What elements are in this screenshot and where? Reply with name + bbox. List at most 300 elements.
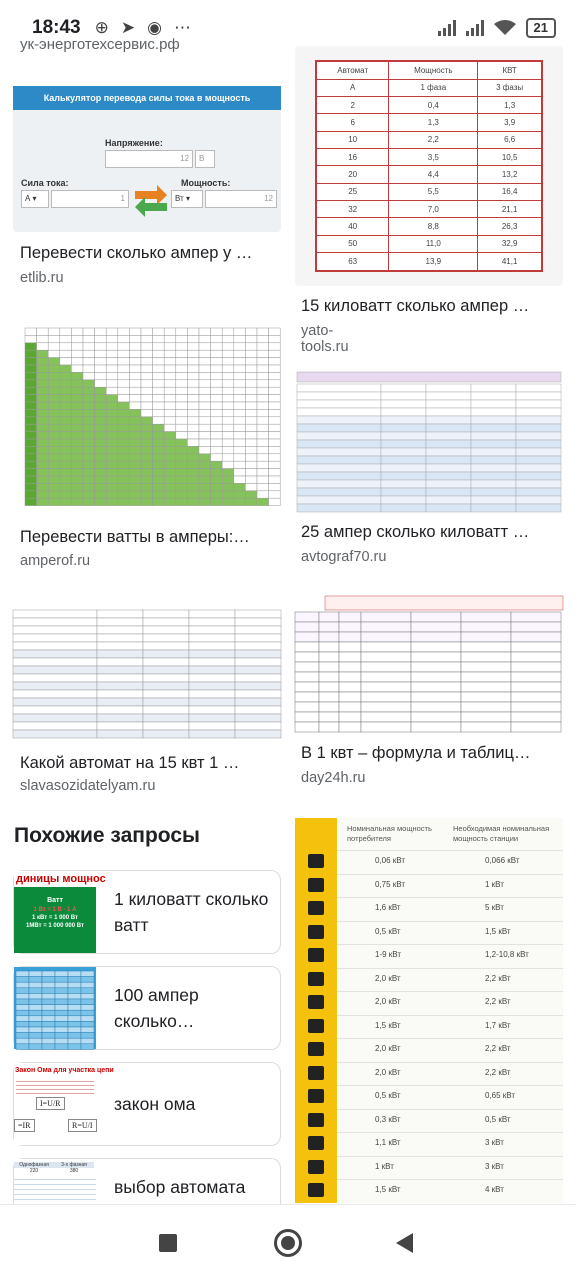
- result-title[interactable]: Перевести сколько ампер у …: [20, 244, 253, 262]
- grid-cell: [426, 456, 471, 464]
- grid-cell: [426, 472, 471, 480]
- grid-cell: [129, 328, 141, 335]
- grid-cell: [426, 432, 471, 440]
- grid-cell: [234, 446, 246, 453]
- grid-cell: [164, 469, 176, 476]
- grid-cell: [295, 712, 319, 722]
- grid-cell: [222, 476, 234, 483]
- grid-cell: [189, 722, 235, 730]
- grid-cell: [189, 730, 235, 738]
- grid-cell: [25, 328, 37, 335]
- grid-cell: [381, 432, 426, 440]
- grid-cell: [187, 483, 199, 490]
- consumer-power: 1 кВт: [375, 1161, 394, 1171]
- grid-cell: [245, 439, 257, 446]
- thumb-text: 1 Вт = 1 В · 1 А: [33, 907, 77, 913]
- grid-cell: [83, 483, 95, 490]
- grid-cell: [257, 409, 269, 416]
- consumer-power: 0,3 кВт: [375, 1114, 401, 1124]
- grid-cell: [297, 384, 381, 392]
- grid-cell: [461, 652, 511, 662]
- grid-cell: [295, 662, 319, 672]
- grid-cell: [211, 491, 223, 498]
- result-thumbnail[interactable]: [13, 86, 281, 232]
- grid-cell: [25, 439, 37, 446]
- grid-cell: [199, 476, 211, 483]
- grid-cell: [97, 714, 143, 722]
- grid-cell: [106, 476, 118, 483]
- grid-cell: [471, 472, 516, 480]
- grid-cell: [461, 632, 511, 642]
- grid-cell: [199, 491, 211, 498]
- thumb-text: 3-х фазная: [54, 1162, 94, 1168]
- grid-cell: [71, 461, 83, 468]
- grid-cell: [37, 461, 49, 468]
- grid-cell: [55, 988, 68, 994]
- related-label[interactable]: 1 киловатт сколько ватт: [114, 889, 269, 935]
- grid-cell: [211, 328, 223, 335]
- row-divider: [337, 968, 563, 969]
- grid-cell: [118, 350, 130, 357]
- grid-cell: [153, 461, 165, 468]
- grid-cell: [71, 454, 83, 461]
- grid-cell: [176, 498, 188, 505]
- grid-cell: [48, 491, 60, 498]
- grid-cell: [68, 1016, 81, 1022]
- grid-cell: [235, 666, 281, 674]
- grid-cell: [48, 387, 60, 394]
- station-power: 3 кВт: [485, 1138, 504, 1147]
- grid-cell: [319, 622, 339, 632]
- grid-cell: [16, 1010, 29, 1016]
- grid-cell: [42, 1010, 55, 1016]
- related-label[interactable]: 100 ампер сколько…: [114, 985, 199, 1031]
- grid-cell: [71, 446, 83, 453]
- grid-cell: [29, 971, 42, 977]
- table-cell: 32: [316, 201, 389, 218]
- grid-cell: [297, 456, 381, 464]
- grid-cell: [176, 372, 188, 379]
- grid-cell: [199, 387, 211, 394]
- grid-cell: [37, 387, 49, 394]
- grid-cell: [245, 358, 257, 365]
- grid-cell: [339, 632, 361, 642]
- add-circle-icon: ⊕: [94, 18, 109, 37]
- grid-cell: [269, 476, 281, 483]
- grid-cell: [97, 722, 143, 730]
- grid-cell: [37, 432, 49, 439]
- grid-cell: [25, 476, 37, 483]
- grid-cell: [48, 461, 60, 468]
- grid-cell: [234, 454, 246, 461]
- grid-cell: [141, 350, 153, 357]
- grid-cell: [176, 358, 188, 365]
- grid-cell: [83, 328, 95, 335]
- grid-cell: [71, 483, 83, 490]
- status-time: 18:43: [32, 17, 81, 38]
- grid-cell: [222, 409, 234, 416]
- grid-cell: [143, 642, 189, 650]
- grid-cell: [42, 993, 55, 999]
- grid-cell: [143, 626, 189, 634]
- grid-cell: [189, 626, 235, 634]
- grid-cell: [42, 999, 55, 1005]
- grid-cell: [97, 706, 143, 714]
- grid-cell: [106, 483, 118, 490]
- grid-cell: [42, 977, 55, 983]
- grid-cell: [339, 722, 361, 732]
- grid-cell: [81, 1005, 94, 1011]
- grid-cell: [511, 702, 561, 712]
- result-thumbnail[interactable]: [295, 818, 563, 1203]
- grid-cell: [55, 1010, 68, 1016]
- grid-cell: [97, 610, 143, 618]
- grid-cell: [129, 380, 141, 387]
- grid-cell: [245, 387, 257, 394]
- station-power: 0,066 кВт: [485, 856, 520, 865]
- grid-cell: [381, 408, 426, 416]
- related-item[interactable]: [13, 870, 281, 954]
- grid-cell: [199, 402, 211, 409]
- grid-cell: [29, 1021, 42, 1027]
- grid-cell: [222, 402, 234, 409]
- grid-cell: [48, 380, 60, 387]
- table-cell: 25: [316, 183, 389, 200]
- grid-cell: [339, 692, 361, 702]
- grid-cell: [81, 1033, 94, 1039]
- more-dots-icon: ⋯: [173, 18, 191, 37]
- grid-cell: [83, 409, 95, 416]
- row-divider: [337, 921, 563, 922]
- grid-cell: [269, 461, 281, 468]
- grid-cell: [245, 372, 257, 379]
- consumer-power: 1,5 кВт: [375, 1185, 401, 1194]
- grid-cell: [199, 380, 211, 387]
- grid-cell: [97, 682, 143, 690]
- grid-cell: [511, 692, 561, 702]
- grid-cell: [106, 335, 118, 342]
- grid-cell: [153, 454, 165, 461]
- grid-cell: [129, 483, 141, 490]
- grid-cell: [55, 1016, 68, 1022]
- related-searches-title: Похожие запросы: [14, 824, 200, 847]
- partial-source[interactable]: ук-энерготехсервис.рф: [20, 36, 180, 53]
- grid-cell: [141, 461, 153, 468]
- grid-cell: [55, 1038, 68, 1044]
- grid-cell: [235, 650, 281, 658]
- grid-cell: [211, 372, 223, 379]
- voltage-field: 12: [105, 150, 193, 168]
- grid-cell: [60, 380, 72, 387]
- grid-cell: [60, 439, 72, 446]
- grid-cell: [461, 702, 511, 712]
- grid-cell: [516, 440, 561, 448]
- grid-cell: [141, 409, 153, 416]
- grid-cell: [118, 432, 130, 439]
- grid-cell: [60, 358, 72, 365]
- grid-cell: [176, 409, 188, 416]
- consumer-power: 2,0 кВт: [375, 1067, 401, 1077]
- grid-cell: [471, 432, 516, 440]
- grid-cell: [297, 480, 381, 488]
- grid-cell: [42, 1044, 55, 1050]
- related-label[interactable]: закон ома: [114, 1094, 196, 1114]
- grid-cell: [426, 448, 471, 456]
- grid-cell: [60, 387, 72, 394]
- grid-cell: [245, 446, 257, 453]
- related-label[interactable]: выбор автомата: [114, 1177, 246, 1197]
- result-title[interactable]: Какой автомат на 15 квт 1 …: [20, 754, 240, 772]
- grid-cell: [37, 380, 49, 387]
- result-source: slavasozidatelyam.ru: [20, 778, 156, 794]
- grid-cell: [339, 612, 361, 622]
- grid-cell: [153, 446, 165, 453]
- grid-cell: [381, 392, 426, 400]
- grid-cell: [222, 498, 234, 505]
- grid-cell: [411, 682, 461, 692]
- grid-cell: [245, 498, 257, 505]
- grid-cell: [511, 712, 561, 722]
- result-title[interactable]: Перевести ватты в амперы:…: [20, 528, 250, 546]
- grid-cell: [339, 682, 361, 692]
- grid-cell: [13, 626, 97, 634]
- grid-cell: [37, 395, 49, 402]
- grid-cell: [48, 343, 60, 350]
- related-item[interactable]: [13, 1062, 281, 1146]
- grid-cell: [471, 424, 516, 432]
- grid-cell: [81, 1010, 94, 1016]
- grid-cell: [48, 432, 60, 439]
- grid-cell: [297, 472, 381, 480]
- grid-cell: [211, 424, 223, 431]
- load-table-image: [295, 596, 563, 732]
- grid-cell: [97, 690, 143, 698]
- grid-cell: [129, 372, 141, 379]
- table-row: [316, 218, 542, 235]
- station-power: 2,2 кВт: [485, 997, 511, 1006]
- appliance-icon: [308, 878, 324, 892]
- grid-cell: [83, 439, 95, 446]
- grid-cell: [234, 424, 246, 431]
- energy-header-right: Необходимая номинальная мощность станции: [453, 824, 550, 843]
- grid-cell: [222, 491, 234, 498]
- grid-cell: [189, 642, 235, 650]
- grid-cell: [234, 402, 246, 409]
- grid-cell: [187, 335, 199, 342]
- home-circle-icon[interactable]: [274, 1229, 302, 1257]
- grid-cell: [13, 690, 97, 698]
- grid-cell: [48, 365, 60, 372]
- grid-cell: [106, 372, 118, 379]
- result-title[interactable]: В 1 квт – формула и таблиц…: [301, 744, 531, 762]
- grid-cell: [164, 380, 176, 387]
- grid-cell: [129, 335, 141, 342]
- table-cell: 40: [316, 218, 389, 235]
- grid-cell: [48, 439, 60, 446]
- grid-cell: [48, 483, 60, 490]
- grid-cell: [257, 417, 269, 424]
- grid-cell: [95, 358, 107, 365]
- station-power: 4 кВт: [485, 1185, 504, 1194]
- result-thumbnail[interactable]: [295, 370, 563, 514]
- grid-cell: [199, 365, 211, 372]
- grid-cell: [461, 662, 511, 672]
- station-power: 1,2-10,8 кВт: [485, 950, 529, 959]
- grid-cell: [222, 343, 234, 350]
- grid-cell: [95, 380, 107, 387]
- grid-cell: [257, 402, 269, 409]
- grid-cell: [461, 642, 511, 652]
- result-title[interactable]: 25 ампер сколько киловатт …: [301, 523, 530, 541]
- grid-cell: [25, 446, 37, 453]
- grid-cell: [81, 1044, 94, 1050]
- grid-cell: [48, 446, 60, 453]
- grid-cell: [25, 350, 37, 357]
- grid-cell: [319, 712, 339, 722]
- grid-cell: [176, 365, 188, 372]
- grid-cell: [13, 714, 97, 722]
- grid-cell: [199, 409, 211, 416]
- grid-cell: [141, 491, 153, 498]
- result-source: etlib.ru: [20, 270, 64, 286]
- grid-cell: [95, 476, 107, 483]
- grid-cell: [83, 476, 95, 483]
- grid-cell: [16, 1016, 29, 1022]
- grid-cell: [13, 698, 97, 706]
- grid-cell: [141, 498, 153, 505]
- table-row: [316, 79, 542, 96]
- grid-cell: [381, 384, 426, 392]
- grid-cell: [37, 402, 49, 409]
- grid-cell: [118, 328, 130, 335]
- table-row: [316, 201, 542, 218]
- grid-cell: [25, 491, 37, 498]
- table-cell: 3,5: [389, 149, 478, 166]
- grid-cell: [234, 343, 246, 350]
- grid-cell: [60, 402, 72, 409]
- grid-cell: [189, 658, 235, 666]
- grid-cell: [106, 439, 118, 446]
- result-thumbnail[interactable]: [13, 318, 281, 516]
- grid-cell: [95, 498, 107, 505]
- grid-cell: [141, 476, 153, 483]
- back-triangle-icon[interactable]: [396, 1233, 413, 1253]
- result-thumbnail[interactable]: [295, 46, 563, 286]
- grid-cell: [319, 672, 339, 682]
- grid-cell: [461, 672, 511, 682]
- recents-square-icon[interactable]: [159, 1234, 177, 1252]
- grid-cell: [47, 600, 247, 608]
- grid-cell: [97, 658, 143, 666]
- grid-cell: [235, 610, 281, 618]
- grid-cell: [95, 350, 107, 357]
- telegram-icon: ➤: [120, 18, 136, 37]
- grid-cell: [199, 335, 211, 342]
- table-row: [316, 253, 542, 271]
- related-item[interactable]: [13, 1158, 281, 1204]
- grid-cell: [511, 652, 561, 662]
- grid-cell: [257, 358, 269, 365]
- grid-cell: [245, 328, 257, 335]
- grid-cell: [234, 432, 246, 439]
- grid-cell: [81, 971, 94, 977]
- grid-cell: [29, 982, 42, 988]
- grid-cell: [211, 343, 223, 350]
- result-title[interactable]: 15 киловатт сколько ампер …: [301, 297, 530, 315]
- grid-cell: [106, 350, 118, 357]
- grid-cell: [257, 483, 269, 490]
- table-cell: 1,3: [478, 97, 542, 114]
- consumer-power: 1,1 кВт: [375, 1138, 401, 1147]
- appliance-icon: [308, 901, 324, 915]
- grid-cell: [60, 409, 72, 416]
- grid-cell: [269, 387, 281, 394]
- grid-cell: [71, 372, 83, 379]
- grid-cell: [511, 622, 561, 632]
- grid-cell: [176, 335, 188, 342]
- grid-cell: [187, 409, 199, 416]
- grid-cell: [37, 350, 49, 357]
- grid-cell: [60, 446, 72, 453]
- table-cell: 11,0: [389, 235, 478, 252]
- grid-cell: [129, 476, 141, 483]
- table-cell: 21,1: [478, 201, 542, 218]
- grid-cell: [97, 626, 143, 634]
- grid-cell: [222, 424, 234, 431]
- grid-cell: [95, 328, 107, 335]
- grid-cell: [29, 977, 42, 983]
- table-cell: 10: [316, 131, 389, 148]
- grid-cell: [83, 402, 95, 409]
- grid-cell: [16, 1005, 29, 1011]
- grid-cell: [234, 409, 246, 416]
- grid-cell: [211, 335, 223, 342]
- grid-cell: [257, 469, 269, 476]
- row-divider: [337, 991, 563, 992]
- grid-cell: [245, 335, 257, 342]
- grid-cell: [426, 384, 471, 392]
- grid-cell: [48, 372, 60, 379]
- table-cell: 26,3: [478, 218, 542, 235]
- grid-cell: [48, 454, 60, 461]
- grid-cell: [153, 395, 165, 402]
- grid-cell: [13, 722, 97, 730]
- grid-cell: [234, 439, 246, 446]
- grid-cell: [129, 350, 141, 357]
- grid-cell: [411, 712, 461, 722]
- grid-cell: [95, 446, 107, 453]
- grid-cell: [97, 666, 143, 674]
- grid-cell: [118, 343, 130, 350]
- result-thumbnail[interactable]: [13, 598, 281, 742]
- grid-cell: [29, 1044, 42, 1050]
- grid-cell: [153, 380, 165, 387]
- related-item[interactable]: [13, 966, 281, 1050]
- grid-cell: [234, 365, 246, 372]
- grid-cell: [55, 1044, 68, 1050]
- grid-cell: [71, 365, 83, 372]
- grid-cell: [42, 1038, 55, 1044]
- grid-cell: [187, 402, 199, 409]
- grid-cell: [295, 702, 319, 712]
- result-thumbnail[interactable]: [295, 596, 563, 732]
- grid-cell: [516, 400, 561, 408]
- grid-cell: [141, 328, 153, 335]
- consumer-power: 1,5 кВт: [375, 1020, 401, 1030]
- power-unit: Вт ▾: [171, 190, 203, 208]
- grid-cell: [199, 454, 211, 461]
- grid-cell: [297, 464, 381, 472]
